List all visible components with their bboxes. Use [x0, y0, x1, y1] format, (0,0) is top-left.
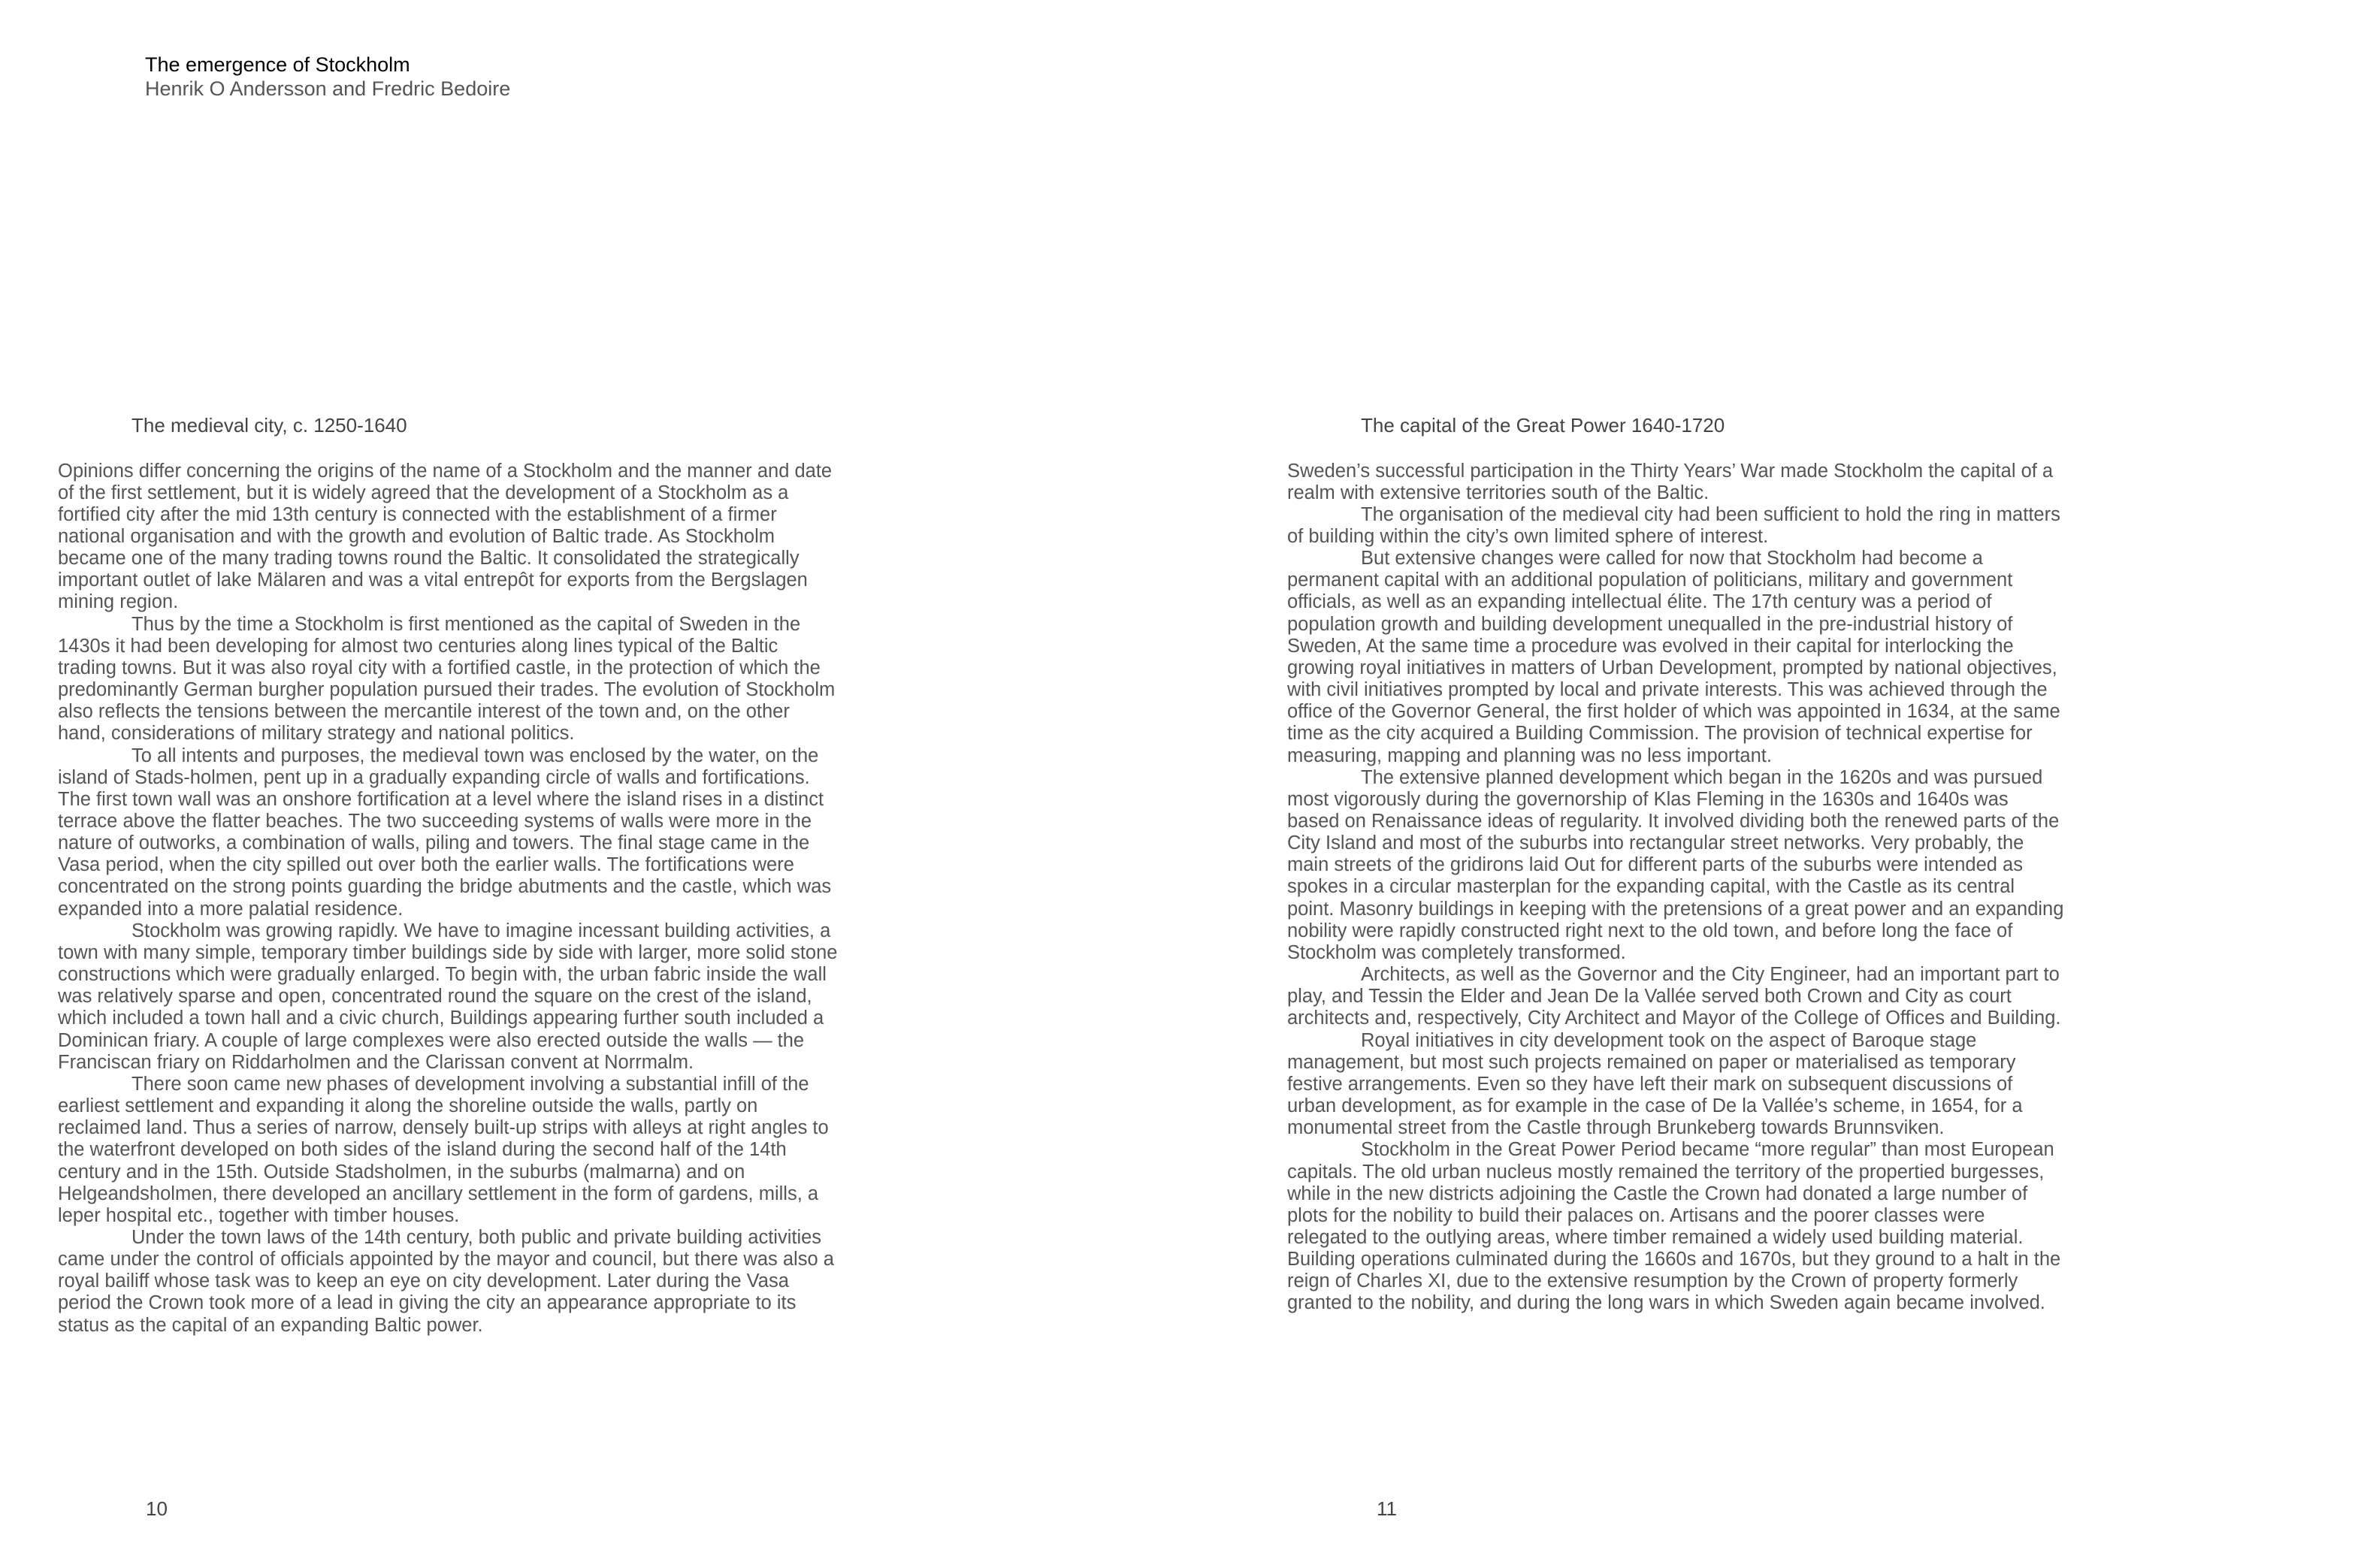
right-section-title: The capital of the Great Power 1640-1720: [1361, 414, 1725, 437]
right-body-text: [1287, 461, 2065, 1315]
paragraph: Stockholm in the Great Power Period became “more regular” than most European capitals. The old urban nucleus mostly remained the territory of the propertied burgesses, while in the new districts adjoining the Castle the Crown had donated a large number of plots for the nobility to build their palaces on. Artisans and the poorer classes were relegated to the outlying areas, where timber remained a widely used building material. Building operations culminated during the 1660s and 1670s, but they ground to a halt in the reign of Charles XI, due to the extensive resumption by the Crown of property formerly granted to the nobility, and during the long wars in which Sweden again became involved.: [1287, 1139, 2061, 1314]
paragraph: To all intents and purposes, the medieval town was enclosed by the water, on the island of Stads-holmen, pent up in a gradually expanding circle of walls and fortifications. The first town wall was an onshore fortification at a level where the island rises in a distinct terrace above the flatter beaches. The two succeeding systems of walls were more in the nature of outworks, a combination of walls, piling and towers. The final stage came in the Vasa period, when the city spilled out over both the earlier walls. The fortifications were concentrated on the strong points guarding the bridge abutments and the castle, which was expanded into a more palatial residence.: [58, 745, 832, 920]
right-page-column: [1287, 415, 2065, 1315]
paragraph: Thus by the time a Stockholm is first mentioned as the capital of Sweden in the 1430s it had been developing for almost two centuries along lines typical of the Baltic trading towns. But it was also royal city with a fortified castle, in the protection of which the predominantly German burgher population pursued their trades. The evolution of Stockholm also reflects the tensions between the mercantile interest of the town and, on the other hand, considerations of military strategy and national politics.: [58, 613, 836, 745]
paragraph: Architects, as well as the Governor and the City Engineer, had an important part to play, and Tessin the Elder and Jean De la Vallée served both Crown and City as court architects and, respectively, City Architect and Mayor of the College of Offices and Building.: [1287, 964, 2061, 1029]
right-page-number: 11: [1377, 1497, 1397, 1520]
paragraph: Opinions differ concerning the origins of the name of a Stockholm and the manner and date of the first settlement, but it is widely agreed that the development of a Stockholm as a fortified city after the mid 13th century is connected with the establishment of a firmer national organisation and with the growth and evolution of Baltic trade. As Stockholm became one of the many trading towns round the Baltic. It consolidated the strategically important outlet of lake Mälaren and was a vital entrepôt for exports from the Bergslagen mining region.: [58, 460, 833, 613]
book-authors: Henrik O Andersson and Fredric Bedoire: [145, 77, 511, 100]
left-page-column: [58, 415, 839, 1337]
paragraph: Stockholm was growing rapidly. We have to imagine incessant building activities, a town with many simple, temporary timber buildings side by side with larger, more solid stone constructions which were gradually enlarged. To begin with, the urban fabric inside the wall was relatively sparse and open, concentrated round the square on the crest of the island, which included a town hall and a civic church, Buildings appearing further south included a Dominican friary. A couple of large complexes were also erected outside the walls — the Franciscan friary on Riddarholmen and the Clarissan convent at Norrmalm.: [58, 920, 838, 1073]
paragraph: The extensive planned development which began in the 1620s and was pursued most vigorously during the governorship of Klas Fleming in the 1630s and 1640s was based on Renaissance ideas of regularity. It involved dividing both the renewed parts of the City Island and most of the suburbs into rectangular street networks. Very probably, the main streets of the gridirons laid Out for different parts of the suburbs were intended as spokes in a circular masterplan for the expanding capital, with the Castle as its central point. Masonry buildings in keeping with the pretensions of a great power and an expanding nobility were rapidly constructed right next to the old town, and before long the face of Stockholm was completely transformed.: [1287, 766, 2064, 963]
paragraph: Sweden’s successful participation in the Thirty Years’ War made Stockholm the capital of a realm with extensive territories south of the Baltic.: [1287, 460, 2054, 503]
left-body-text: [58, 461, 839, 1337]
paragraph: There soon came new phases of development involving a substantial infill of the earliest settlement and expanding it along the shoreline outside the walls, partly on reclaimed land. Thus a series of narrow, densely built-up strips with alleys at right angles to the waterfront developed on both sides of the island during the second half of the 14th century and in the 15th. Outside Stadsholmen, in the suburbs (malmarna) and on Helgeandsholmen, there developed an ancillary settlement in the form of gardens, mills, a leper hospital etc., together with timber houses.: [58, 1073, 829, 1226]
paragraph: The organisation of the medieval city had been sufficient to hold the ring in matters of building within the city’s own limited sphere of interest.: [1287, 503, 2060, 547]
paragraph: But extensive changes were called for now that Stockholm had become a permanent capital with an additional population of politicians, military and government officials, as well as an expanding intellectual élite. The 17th century was a period of population growth and building development unequalled in the pre-industrial history of Sweden, At the same time a procedure was evolved in their capital for interlocking the growing royal initiatives in matters of Urban Development, prompted by national objectives, with civil initiatives prompted by local and private interests. This was achieved through the office of the Governor General, the first holder of which was appointed in 1634, at the same time as the city acquired a Building Commission. The provision of technical expertise for measuring, mapping and planning was no less important.: [1287, 548, 2060, 766]
running-header: [145, 53, 510, 101]
paragraph: Royal initiatives in city development took on the aspect of Baroque stage management, but most such projects remained on paper or materialised as temporary festive arrangements. Even so they have left their mark on subsequent discussions of urban development, as for example in the case of De la Vallée’s scheme, in 1654, for a monumental street from the Castle through Brunkeberg towards Brunnsviken.: [1287, 1029, 2023, 1139]
paragraph: Under the town laws of the 14th century, both public and private building activities came under the control of officials appointed by the mayor and council, but there was also a royal bailiff whose task was to keep an eye on city development. Later during the Vasa period the Crown took more of a lead in giving the city an appearance appropriate to its status as the capital of an expanding Baltic power.: [58, 1226, 834, 1336]
left-section-title: The medieval city, c. 1250-1640: [132, 414, 407, 437]
book-title: The emergence of Stockholm: [145, 53, 410, 76]
left-page-number: 10: [146, 1497, 168, 1520]
